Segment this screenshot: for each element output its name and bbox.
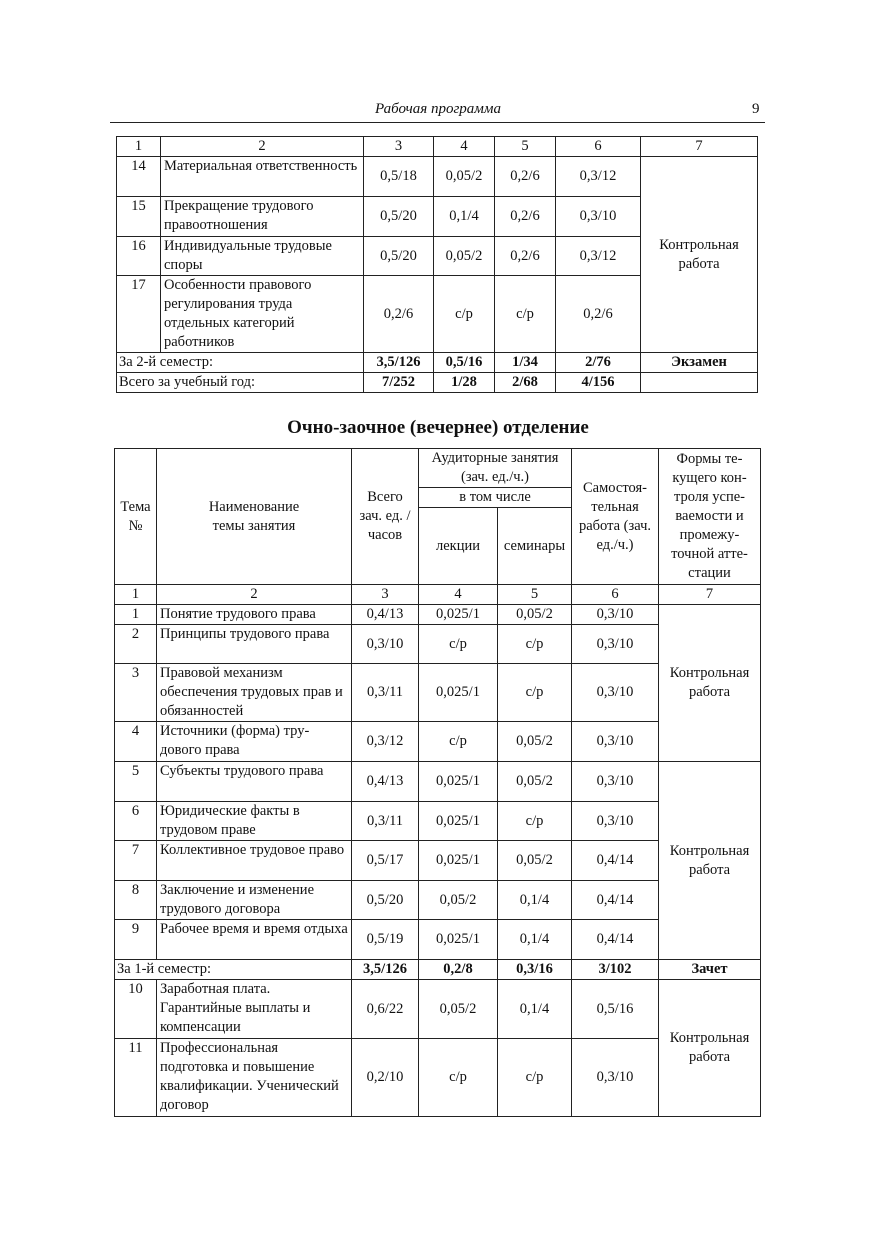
header-seminars: семинары (498, 508, 572, 585)
lecture-hours: 0,05/2 (434, 237, 495, 276)
column-number: 1 (115, 585, 157, 605)
header-self-study: Самостоя-тельная работа (зач. ед./ч.) (572, 449, 659, 585)
total-row (117, 353, 758, 373)
lecture-hours: 0,025/1 (419, 605, 498, 625)
total-hours: 0,5/17 (352, 841, 419, 881)
lecture-hours: 0,025/1 (419, 802, 498, 841)
column-number: 2 (157, 585, 352, 605)
lecture-hours: 0,5/16 (434, 353, 495, 373)
lecture-hours: 0,025/1 (419, 762, 498, 802)
self-study-hours: 0,3/12 (556, 237, 641, 276)
total-row (115, 960, 761, 980)
seminar-hours: 2/68 (495, 373, 556, 393)
seminar-hours: 0,05/2 (498, 605, 572, 625)
total-hours: 3,5/126 (364, 353, 434, 373)
control-form: Контрольная работа (659, 762, 761, 960)
topic-name: Особенности правового регулирования труда отдельных категорий работников (161, 276, 364, 353)
lecture-hours: с/р (419, 625, 498, 664)
self-study-hours: 0,3/10 (572, 1039, 659, 1117)
total-row (117, 373, 758, 393)
self-study-hours: 0,3/10 (572, 762, 659, 802)
column-number: 6 (572, 585, 659, 605)
topic-number: 3 (115, 664, 157, 722)
header-row (115, 449, 761, 488)
control-form: Контрольная работа (641, 157, 758, 353)
column-number: 4 (434, 137, 495, 157)
lecture-hours: 0,025/1 (419, 920, 498, 960)
topic-number: 14 (117, 157, 161, 197)
lecture-hours: 0,05/2 (419, 980, 498, 1039)
column-number: 7 (641, 137, 758, 157)
topic-number: 16 (117, 237, 161, 276)
topic-number: 2 (115, 625, 157, 664)
seminar-hours: 0,1/4 (498, 980, 572, 1039)
self-study-hours: 0,2/6 (556, 276, 641, 353)
seminar-hours: с/р (498, 1039, 572, 1117)
topic-name: Профессиональная подготовка и повышение квалификации. Ученический договор (157, 1039, 352, 1117)
topic-number: 1 (115, 605, 157, 625)
lecture-hours: 0,05/2 (434, 157, 495, 197)
topic-name: Понятие трудового права (157, 605, 352, 625)
column-number: 2 (161, 137, 364, 157)
running-header-title: Рабочая программа (375, 101, 501, 117)
seminar-hours: 0,1/4 (498, 920, 572, 960)
column-number: 3 (352, 585, 419, 605)
self-study-hours: 0,3/12 (556, 157, 641, 197)
self-study-hours: 0,4/14 (572, 920, 659, 960)
total-hours: 0,3/11 (352, 664, 419, 722)
self-study-hours: 0,5/16 (572, 980, 659, 1039)
self-study-hours: 0,3/10 (572, 802, 659, 841)
topic-name: Субъекты трудового права (157, 762, 352, 802)
header-topic-no: Тема № (115, 449, 157, 585)
header-lectures: лекции (419, 508, 498, 585)
lecture-hours: 0,025/1 (419, 664, 498, 722)
topic-name: Правовой механизм обеспечения трудовых прав и обязанностей (157, 664, 352, 722)
lecture-hours: 0,2/8 (419, 960, 498, 980)
seminar-hours: 0,05/2 (498, 841, 572, 881)
topic-number: 10 (115, 980, 157, 1039)
seminar-hours: 0,05/2 (498, 722, 572, 762)
total-hours: 7/252 (364, 373, 434, 393)
self-study-hours: 0,4/14 (572, 841, 659, 881)
total-label: Всего за учебный год: (117, 373, 364, 393)
section-title: Очно-заочное (вечернее) отделение (287, 417, 589, 438)
column-number: 6 (556, 137, 641, 157)
header-including: в том числе (419, 488, 572, 508)
header-topic-name: Наименование темы занятия (157, 449, 352, 585)
self-study-hours: 0,3/10 (556, 197, 641, 237)
total-hours: 0,5/20 (364, 237, 434, 276)
seminar-hours: с/р (498, 664, 572, 722)
self-study-hours: 0,3/10 (572, 625, 659, 664)
control-form: Контрольная работа (659, 980, 761, 1117)
total-hours: 0,5/18 (364, 157, 434, 197)
seminar-hours: с/р (495, 276, 556, 353)
total-hours: 0,6/22 (352, 980, 419, 1039)
topic-name: Юридические факты в трудовом праве (157, 802, 352, 841)
topic-number: 5 (115, 762, 157, 802)
seminar-hours: 0,3/16 (498, 960, 572, 980)
table-row (115, 762, 761, 802)
seminar-hours: 0,2/6 (495, 157, 556, 197)
full-time-table-continuation (116, 136, 758, 393)
seminar-hours: 0,2/6 (495, 237, 556, 276)
column-number: 5 (498, 585, 572, 605)
page-number: 9 (752, 101, 760, 117)
total-hours: 0,3/10 (352, 625, 419, 664)
seminar-hours: 0,1/4 (498, 881, 572, 920)
table-row (115, 980, 761, 1039)
topic-number: 4 (115, 722, 157, 762)
seminar-hours: 0,2/6 (495, 197, 556, 237)
seminar-hours: с/р (498, 802, 572, 841)
topic-number: 8 (115, 881, 157, 920)
total-hours: 0,2/10 (352, 1039, 419, 1117)
control-form (641, 373, 758, 393)
lecture-hours: 0,1/4 (434, 197, 495, 237)
lecture-hours: с/р (419, 722, 498, 762)
column-number: 5 (495, 137, 556, 157)
header-total: Всего зач. ед. /часов (352, 449, 419, 585)
total-hours: 0,5/20 (352, 881, 419, 920)
part-time-table (114, 448, 761, 1117)
total-label: За 2-й семестр: (117, 353, 364, 373)
control-form: Контрольная работа (659, 605, 761, 762)
header-rule (110, 122, 765, 123)
total-hours: 0,5/19 (352, 920, 419, 960)
topic-name: Заработная плата. Гарантийные выплаты и компенсации (157, 980, 352, 1039)
topic-name: Прекращение трудового правоотношения (161, 197, 364, 237)
seminar-hours: 1/34 (495, 353, 556, 373)
lecture-hours: 1/28 (434, 373, 495, 393)
total-hours: 0,4/13 (352, 605, 419, 625)
topic-number: 9 (115, 920, 157, 960)
column-number: 7 (659, 585, 761, 605)
topic-name: Материальная ответственность (161, 157, 364, 197)
header-auditory: Аудиторные занятия (зач. ед./ч.) (419, 449, 572, 488)
topic-number: 17 (117, 276, 161, 353)
lecture-hours: с/р (419, 1039, 498, 1117)
total-hours: 3,5/126 (352, 960, 419, 980)
topic-name: Заключение и изменение трудового договора (157, 881, 352, 920)
control-form: Экзамен (641, 353, 758, 373)
seminar-hours: 0,05/2 (498, 762, 572, 802)
column-number-row (117, 137, 758, 157)
column-number: 1 (117, 137, 161, 157)
topic-number: 15 (117, 197, 161, 237)
topic-name: Индивидуальные трудовые споры (161, 237, 364, 276)
total-hours: 0,3/12 (352, 722, 419, 762)
column-number: 4 (419, 585, 498, 605)
self-study-hours: 0,4/14 (572, 881, 659, 920)
topic-name: Коллективное трудовое право (157, 841, 352, 881)
topic-number: 6 (115, 802, 157, 841)
column-number-row (115, 585, 761, 605)
topic-number: 7 (115, 841, 157, 881)
self-study-hours: 0,3/10 (572, 664, 659, 722)
total-hours: 0,2/6 (364, 276, 434, 353)
seminar-hours: с/р (498, 625, 572, 664)
self-study-hours: 2/76 (556, 353, 641, 373)
total-hours: 0,4/13 (352, 762, 419, 802)
total-label: За 1-й семестр: (115, 960, 352, 980)
total-hours: 0,3/11 (352, 802, 419, 841)
total-hours: 0,5/20 (364, 197, 434, 237)
topic-name: Рабочее время и время отдыха (157, 920, 352, 960)
self-study-hours: 3/102 (572, 960, 659, 980)
self-study-hours: 0,3/10 (572, 722, 659, 762)
control-form: Зачет (659, 960, 761, 980)
table-row (115, 605, 761, 625)
topic-number: 11 (115, 1039, 157, 1117)
topic-name: Источники (форма) тру-дового права (157, 722, 352, 762)
lecture-hours: с/р (434, 276, 495, 353)
lecture-hours: 0,025/1 (419, 841, 498, 881)
topic-name: Принципы трудового права (157, 625, 352, 664)
column-number: 3 (364, 137, 434, 157)
lecture-hours: 0,05/2 (419, 881, 498, 920)
table-row (117, 157, 758, 197)
self-study-hours: 0,3/10 (572, 605, 659, 625)
header-control-forms: Формы те-кущего кон-троля успе-ваемости и промежу-точной атте-стации (659, 449, 761, 585)
self-study-hours: 4/156 (556, 373, 641, 393)
